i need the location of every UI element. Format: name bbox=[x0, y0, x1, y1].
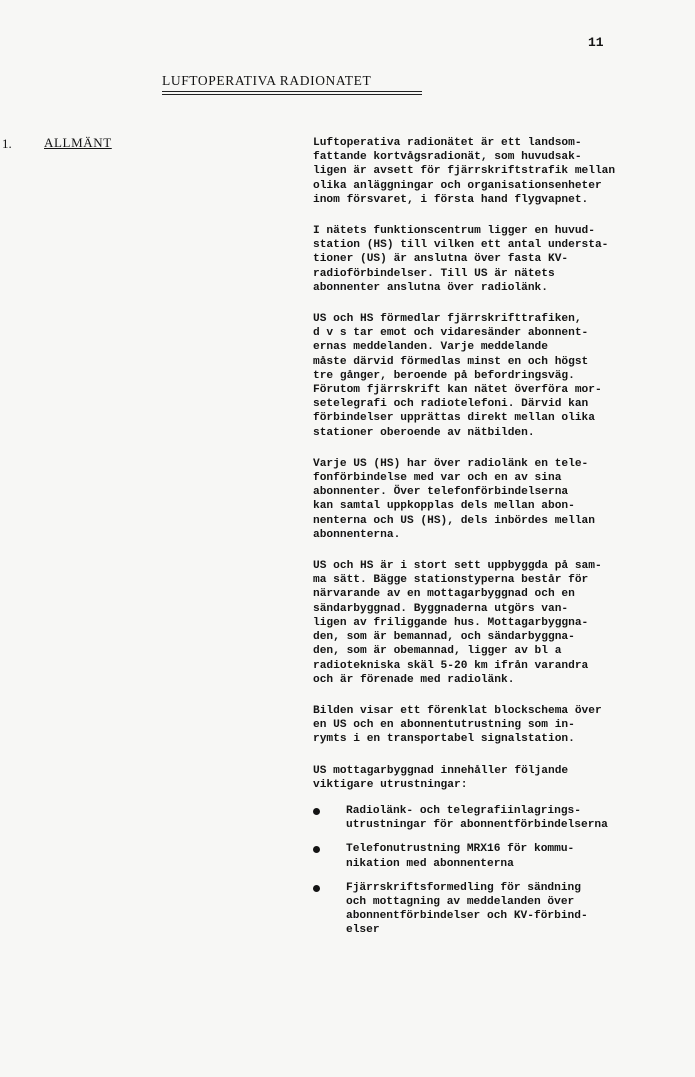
paragraph-line: abonnenter. Över telefonförbindelserna bbox=[313, 486, 569, 499]
bullet-item bbox=[313, 804, 665, 832]
bullet-item bbox=[313, 842, 665, 870]
paragraph-line: rymts i en transportabel signalstation. bbox=[313, 733, 575, 746]
paragraph-line: d v s tar emot och vidaresänder abonnent- bbox=[313, 327, 589, 340]
paragraph-line: fattande kortvågsradionät, som huvudsak- bbox=[313, 151, 582, 164]
bullet-line: Radiolänk- och telegrafiinlagrings- bbox=[346, 804, 581, 817]
paragraph-line: station (HS) till vilken ett antal understa- bbox=[313, 239, 609, 252]
paragraph-line: US och HS förmedlar fjärrskrifttrafiken, bbox=[313, 313, 582, 326]
paragraph-line: ligen är avsett för fjärrskriftstrafik mellan bbox=[313, 165, 616, 178]
bullet-line: och mottagning av meddelanden över bbox=[346, 895, 575, 908]
bullet-line: nikation med abonnenterna bbox=[346, 857, 514, 870]
paragraph-line: setelegrafi och radiotelefoni. Därvid kan bbox=[313, 398, 589, 411]
paragraph-line: Bilden visar ett förenklat blockschema över bbox=[313, 704, 602, 717]
bullet-dot-icon bbox=[313, 885, 320, 892]
paragraph-line: inom försvaret, i första hand flygvapnet. bbox=[313, 193, 589, 206]
paragraph bbox=[313, 312, 665, 440]
section-heading: ALLMÄNT bbox=[44, 135, 112, 150]
paragraph-line: och är förenade med radiolänk. bbox=[313, 673, 515, 686]
paragraph-line: den, som är bemannad, och sändarbyggna- bbox=[313, 631, 575, 644]
paragraph-line: radioförbindelser. Till US är nätets bbox=[313, 267, 555, 280]
paragraph-line: nenterna och US (HS), dels inbördes mellan bbox=[313, 514, 595, 527]
paragraph-line: måste därvid förmedlas minst en och högst bbox=[313, 355, 589, 368]
bullet-item bbox=[313, 881, 665, 938]
paragraph-line: tre gånger, beroende på befordringsväg. bbox=[313, 369, 575, 382]
bullet-dot-icon bbox=[313, 846, 320, 853]
bullet-line: abonnentförbindelser och KV-förbind- bbox=[346, 910, 588, 923]
paragraph-line: abonnenter anslutna över radiolänk. bbox=[313, 281, 548, 294]
bullet-line: Fjärrskriftsformedling för sändning bbox=[346, 881, 581, 894]
bullet-dot-icon bbox=[313, 808, 320, 815]
paragraph-line: fonförbindelse med var och en av sina bbox=[313, 472, 562, 485]
bullet-line: elser bbox=[346, 924, 380, 937]
paragraph-line: ernas meddelanden. Varje meddelande bbox=[313, 341, 548, 354]
paragraph-line: US och HS är i stort sett uppbyggda på sam- bbox=[313, 560, 602, 573]
bullet-line: Telefonutrustning MRX16 för kommu- bbox=[346, 843, 575, 856]
paragraph-line: en US och en abonnentutrustning som in- bbox=[313, 719, 575, 732]
body-text bbox=[313, 136, 665, 948]
paragraph-line: stationer oberoende av nätbilden. bbox=[313, 426, 535, 439]
paragraph bbox=[313, 457, 665, 542]
paragraph-line: Varje US (HS) har över radiolänk en tele- bbox=[313, 457, 589, 470]
paragraph bbox=[313, 764, 665, 792]
paragraph-line: Luftoperativa radionätet är ett landsom- bbox=[313, 137, 582, 149]
paragraph-line: olika anläggningar och organisationsenheter bbox=[313, 179, 602, 192]
paragraph bbox=[313, 224, 665, 295]
paragraph-line: den, som är obemannad, ligger av bl a bbox=[313, 645, 562, 658]
paragraph-line: abonnenterna. bbox=[313, 528, 401, 541]
section-number: 1. bbox=[2, 136, 12, 151]
page-number: 11 bbox=[588, 35, 604, 50]
bullet-line: utrustningar för abonnentförbindelserna bbox=[346, 819, 608, 832]
paragraph-line: närvarande av en mottagarbyggnad och en bbox=[313, 588, 575, 601]
paragraph-line: tioner (US) är anslutna över fasta KV- bbox=[313, 253, 569, 266]
title-underline-top bbox=[162, 91, 422, 92]
paragraph-line: viktigare utrustningar: bbox=[313, 778, 468, 791]
bullet-list bbox=[313, 804, 665, 938]
title-underline-bottom bbox=[162, 94, 422, 95]
page-title: LUFTOPERATIVA RADIONATET bbox=[162, 73, 372, 88]
paragraph-line: förbindelser upprättas direkt mellan olika bbox=[313, 412, 595, 425]
paragraph-list bbox=[313, 136, 665, 792]
paragraph bbox=[313, 136, 665, 207]
paragraph-line: radiotekniska skäl 5-20 km ifrån varandra bbox=[313, 659, 589, 672]
paragraph-line: I nätets funktionscentrum ligger en huvud- bbox=[313, 225, 595, 238]
paragraph-line: ma sätt. Bägge stationstyperna består för bbox=[313, 574, 589, 587]
paragraph bbox=[313, 704, 665, 747]
paragraph-line: ligen av friliggande hus. Mottagarbyggna- bbox=[313, 616, 589, 629]
paragraph bbox=[313, 559, 665, 687]
paragraph-line: Förutom fjärrskrift kan nätet överföra mor- bbox=[313, 384, 602, 397]
paragraph-line: US mottagarbyggnad innehåller följande bbox=[313, 764, 569, 777]
paragraph-line: sändarbyggnad. Byggnaderna utgörs van- bbox=[313, 602, 569, 615]
paragraph-line: kan samtal uppkopplas dels mellan abon- bbox=[313, 500, 575, 513]
